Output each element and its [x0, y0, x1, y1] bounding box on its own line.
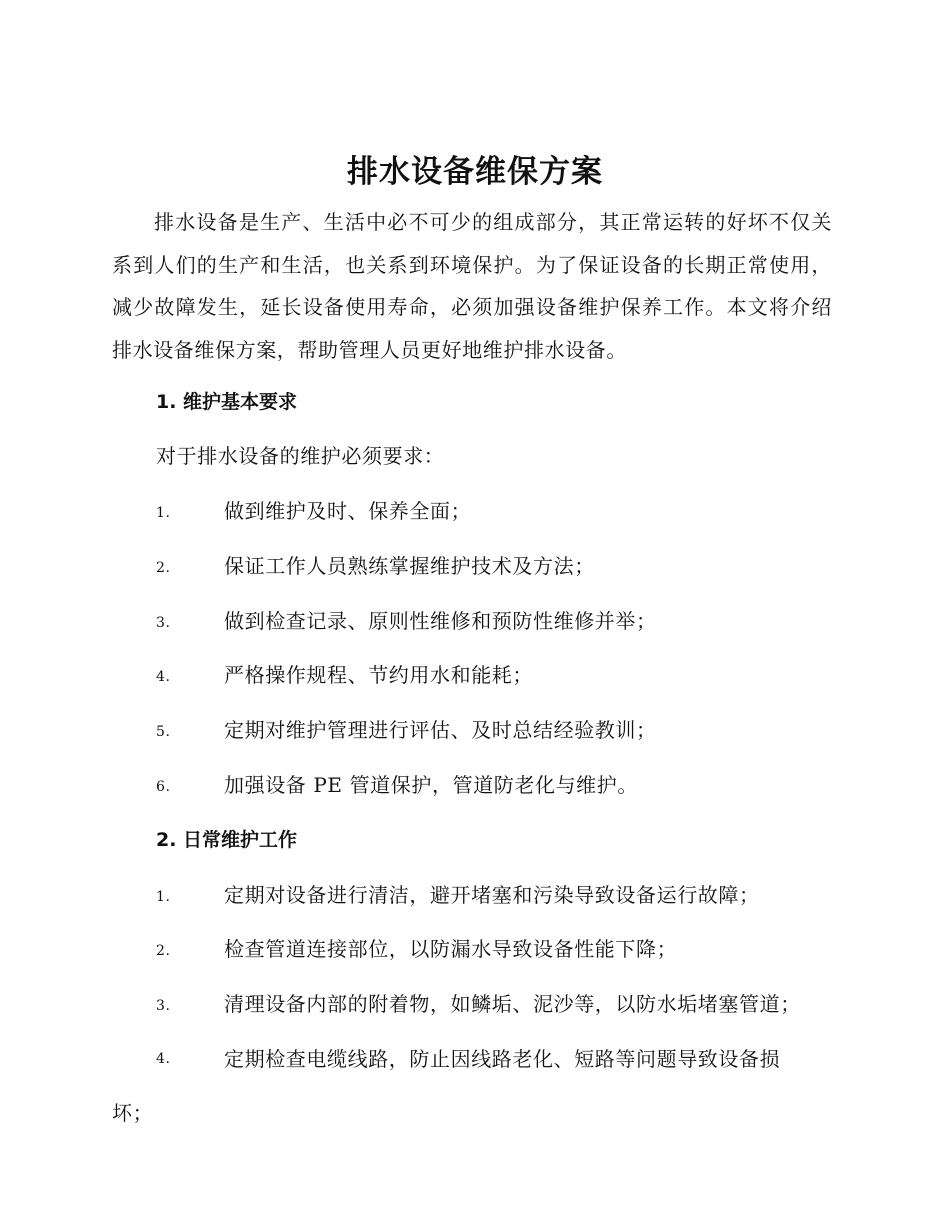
list-item-number: 1.: [156, 889, 171, 905]
document-title: 排水设备维保方案: [347, 154, 603, 190]
list-item-text: 定期对维护管理进行评估、及时总结经验教训；: [224, 718, 657, 742]
list-item-text: 清理设备内部的附着物，如鳞垢、泥沙等，以防水垢堵塞管道；: [224, 992, 801, 1016]
intro-paragraph: 排水设备是生产、生活中必不可少的组成部分，其正常运转的好坏不仅关系到人们的生产和生活，也关系到环境保护。为了保证设备的长期正常使用，减少故障发生，延长设备使用寿命，必须加强设备维护保养工作。本文将介绍排水设备维保方案，帮助管理人员更好地维护排水设备。: [112, 210, 832, 362]
list-item-text: 定期对设备进行清洁，避开堵塞和污染导致设备运行故障；: [224, 883, 760, 907]
list-item-number: 2.: [156, 560, 171, 576]
list-item-number: 4.: [156, 1051, 171, 1067]
list-item-text: 严格操作规程、节约用水和能耗；: [224, 663, 533, 687]
list-item-text: 做到检查记录、原则性维修和预防性维修并举；: [224, 609, 657, 633]
list-item-text-continued: 坏；: [112, 1101, 154, 1125]
list-item-number: 1.: [156, 505, 171, 521]
list-item-text: 定期检查电缆线路，防止因线路老化、短路等问题导致设备损: [224, 1047, 781, 1071]
list-item-text: 加强设备 PE 管道保护，管道防老化与维护。: [224, 773, 638, 797]
list-item-text: 保证工作人员熟练掌握维护技术及方法；: [224, 554, 595, 578]
list-item-number: 6.: [156, 779, 171, 795]
list-item-number: 3.: [156, 998, 171, 1014]
list-item-number: 2.: [156, 943, 171, 959]
list-item-text: 做到维护及时、保养全面；: [224, 499, 472, 523]
section-1-lead: 对于排水设备的维护必须要求：: [156, 444, 445, 468]
section-2-heading: 2. 日常维护工作: [156, 829, 298, 851]
list-item-number: 3.: [156, 615, 171, 631]
list-item-text: 检查管道连接部位，以防漏水导致设备性能下降；: [224, 937, 678, 961]
list-item-number: 4.: [156, 669, 171, 685]
section-1-heading: 1. 维护基本要求: [156, 391, 298, 413]
list-item-number: 5.: [156, 724, 171, 740]
